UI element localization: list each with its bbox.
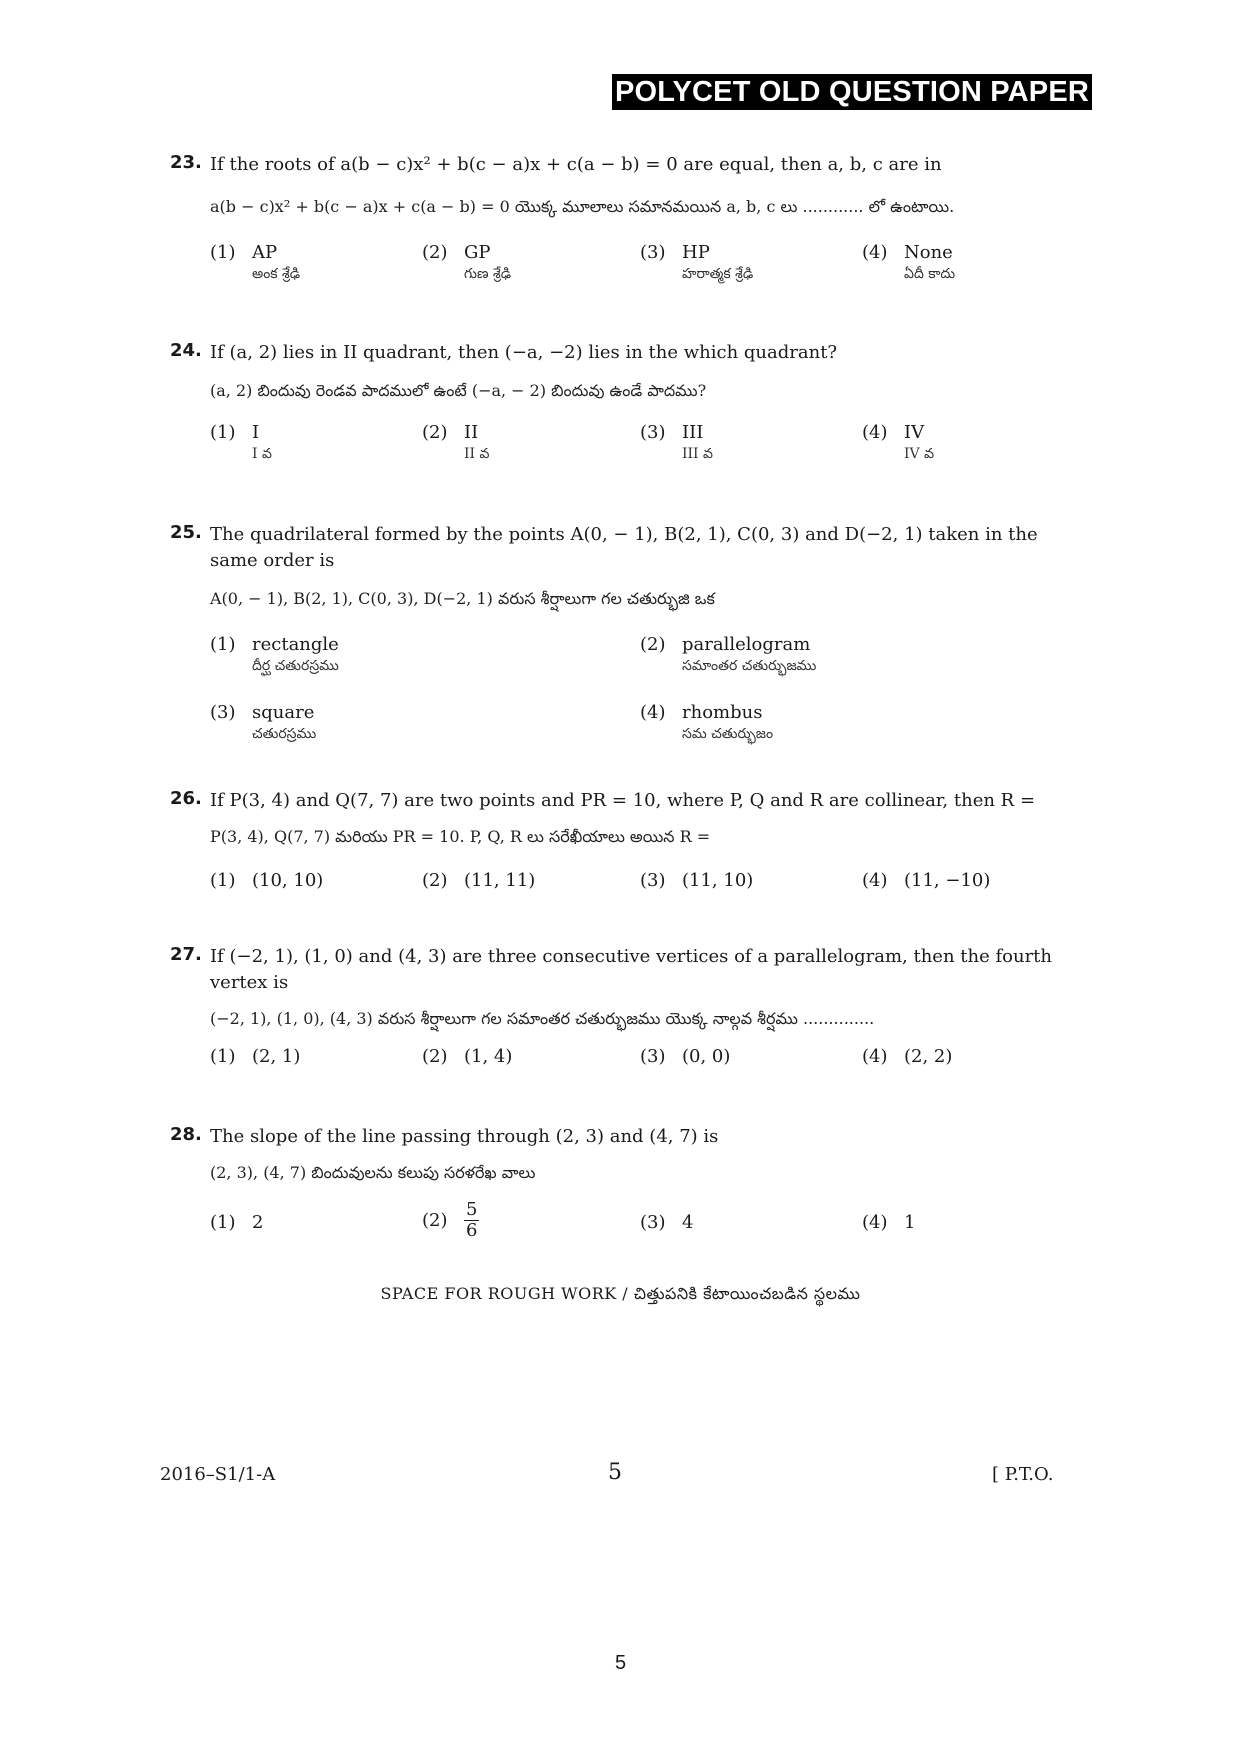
option-1[interactable]: [210, 1046, 300, 1068]
option-1[interactable]: [210, 422, 272, 464]
option-number: (4): [640, 702, 666, 723]
option-3[interactable]: [640, 1046, 730, 1068]
option-number: (2): [422, 422, 448, 443]
question-telugu: (a, 2) బిందువు రెండవ పాదములో ఉంటే (−a, − 2) బిందువు ఉండే పాదము?: [210, 381, 707, 400]
option-number: (1): [210, 634, 236, 655]
option-number: (1): [210, 422, 236, 443]
option-telugu: IV వ: [904, 446, 935, 462]
option-text: 4: [682, 1212, 694, 1233]
option-3[interactable]: [640, 422, 713, 464]
page-number: 5: [614, 1652, 627, 1674]
option-4[interactable]: [862, 242, 955, 284]
option-number: (1): [210, 870, 236, 891]
paper-code: 2016–S1/1-A: [160, 1464, 276, 1485]
question-telugu: (2, 3), (4, 7) బిందువులను కలుపు సరళరేఖ వాలు: [210, 1163, 536, 1182]
option-number: (1): [210, 1212, 236, 1233]
option-number: (2): [422, 870, 448, 891]
option-number: (4): [862, 1212, 888, 1233]
option-3[interactable]: [210, 702, 316, 744]
option-text: (2, 1): [252, 1046, 301, 1067]
pto-label: [ P.T.O.: [992, 1464, 1054, 1485]
question-telugu: P(3, 4), Q(7, 7) మరియు PR = 10. P, Q, R లు సరేఖీయాలు అయిన R =: [210, 827, 711, 846]
option-text: parallelogram: [682, 634, 811, 655]
option-4[interactable]: [862, 870, 990, 892]
question-telugu: A(0, − 1), B(2, 1), C(0, 3), D(−2, 1) వరుస శీర్షాలుగా గల చతుర్భుజి ఒక: [210, 589, 715, 608]
option-text: 1: [904, 1212, 916, 1233]
option-4[interactable]: [862, 1046, 952, 1068]
option-telugu: గుణ శ్రేఢి: [464, 266, 512, 282]
rough-work-label: SPACE FOR ROUGH WORK / చిత్తుపనికి కేటాయించబడిన స్థలము: [380, 1284, 861, 1303]
option-2[interactable]: [422, 870, 535, 892]
question-text: The quadrilateral formed by the points A(0, − 1), B(2, 1), C(0, 3) and D(−2, 1) taken in the same order is: [210, 524, 1038, 571]
option-1[interactable]: [210, 634, 339, 676]
option-text: None: [904, 242, 953, 263]
option-number: (3): [640, 422, 666, 443]
option-text: I: [252, 422, 260, 443]
option-4[interactable]: [640, 702, 773, 744]
option-number: (3): [640, 1212, 666, 1233]
option-telugu: II వ: [464, 446, 490, 462]
fraction-denominator: 6: [466, 1220, 478, 1241]
question-text: If (a, 2) lies in II quadrant, then (−a, −2) lies in the which quadrant?: [210, 342, 838, 363]
question-number: 28.: [170, 1124, 202, 1145]
option-number: (1): [210, 242, 236, 263]
question-text: If the roots of a(b − c)x² + b(c − a)x + c(a − b) = 0 are equal, then a, b, c are in: [210, 154, 942, 175]
question-number: 23.: [170, 152, 202, 173]
option-1[interactable]: [210, 242, 300, 284]
option-telugu: సమాంతర చతుర్భుజము: [682, 658, 817, 674]
question-number: 27.: [170, 944, 202, 965]
option-text: (2, 2): [904, 1046, 953, 1067]
option-text: HP: [682, 242, 710, 263]
option-text: (11, 10): [682, 870, 754, 891]
option-number: (1): [210, 1046, 236, 1067]
option-3[interactable]: [640, 870, 753, 892]
option-2[interactable]: [422, 1200, 479, 1241]
question-number: 24.: [170, 340, 202, 361]
option-text: (1, 4): [464, 1046, 513, 1067]
option-telugu: III వ: [682, 446, 713, 462]
question-text: If (−2, 1), (1, 0) and (4, 3) are three consecutive vertices of a parallelogram, then the fourth vertex is: [210, 946, 1053, 993]
question-number: 26.: [170, 788, 202, 809]
option-telugu: ఏదీ కాదు: [904, 266, 956, 282]
option-telugu: చతురస్రము: [252, 726, 317, 742]
option-text: rhombus: [682, 702, 763, 723]
option-number: (4): [862, 870, 888, 891]
question-telugu: (−2, 1), (1, 0), (4, 3) వరుస శీర్షాలుగా గల సమాంతర చతుర్భుజము యొక్క నాల్గవ శీర్షము ..............: [210, 1009, 875, 1028]
option-number: (3): [640, 1046, 666, 1067]
option-1[interactable]: [210, 870, 323, 892]
option-text: rectangle: [252, 634, 339, 655]
option-number: (4): [862, 1046, 888, 1067]
fraction: [464, 1200, 479, 1241]
option-text: (10, 10): [252, 870, 324, 891]
option-4[interactable]: [862, 422, 934, 464]
option-number: (2): [422, 242, 448, 263]
fraction-numerator: 5: [466, 1199, 478, 1220]
option-text: (0, 0): [682, 1046, 731, 1067]
option-text: III: [682, 422, 704, 443]
option-text: II: [464, 422, 479, 443]
option-telugu: I వ: [252, 446, 272, 462]
option-number: (2): [422, 1209, 448, 1231]
option-text: IV: [904, 422, 925, 443]
option-number: (3): [640, 242, 666, 263]
option-text: (11, −10): [904, 870, 991, 891]
option-4[interactable]: [862, 1212, 915, 1234]
option-2[interactable]: [422, 422, 489, 464]
option-text: square: [252, 702, 315, 723]
option-number: (2): [422, 1046, 448, 1067]
option-2[interactable]: [422, 1046, 512, 1068]
option-2[interactable]: [422, 242, 511, 284]
option-2[interactable]: [640, 634, 816, 676]
option-text: GP: [464, 242, 491, 263]
option-telugu: హరాత్మక శ్రేఢి: [682, 266, 754, 282]
option-1[interactable]: [210, 1212, 263, 1234]
option-3[interactable]: [640, 1212, 693, 1234]
question-text: If P(3, 4) and Q(7, 7) are two points and PR = 10, where P, Q and R are collinear, then R =: [210, 790, 1036, 811]
option-number: (3): [640, 870, 666, 891]
option-number: (2): [640, 634, 666, 655]
option-text: (11, 11): [464, 870, 536, 891]
option-number: (4): [862, 242, 888, 263]
question-text: The slope of the line passing through (2, 3) and (4, 7) is: [210, 1126, 719, 1147]
footer-page-number: 5: [608, 1460, 622, 1485]
option-telugu: అంక శ్రేఢి: [252, 266, 301, 282]
option-number: (3): [210, 702, 236, 723]
header-banner: POLYCET OLD QUESTION PAPER: [612, 74, 1092, 110]
option-number: (4): [862, 422, 888, 443]
option-telugu: దీర్ఘ చతురస్రము: [252, 658, 339, 674]
question-telugu: a(b − c)x² + b(c − a)x + c(a − b) = 0 యొక్క మూలాలు సమానమయిన a, b, c లు ............ లో ఉంటాయి.: [210, 197, 955, 216]
question-number: 25.: [170, 522, 202, 543]
option-text: 2: [252, 1212, 264, 1233]
option-3[interactable]: [640, 242, 753, 284]
option-telugu: సమ చతుర్భుజం: [682, 726, 774, 742]
option-text: AP: [252, 242, 278, 263]
